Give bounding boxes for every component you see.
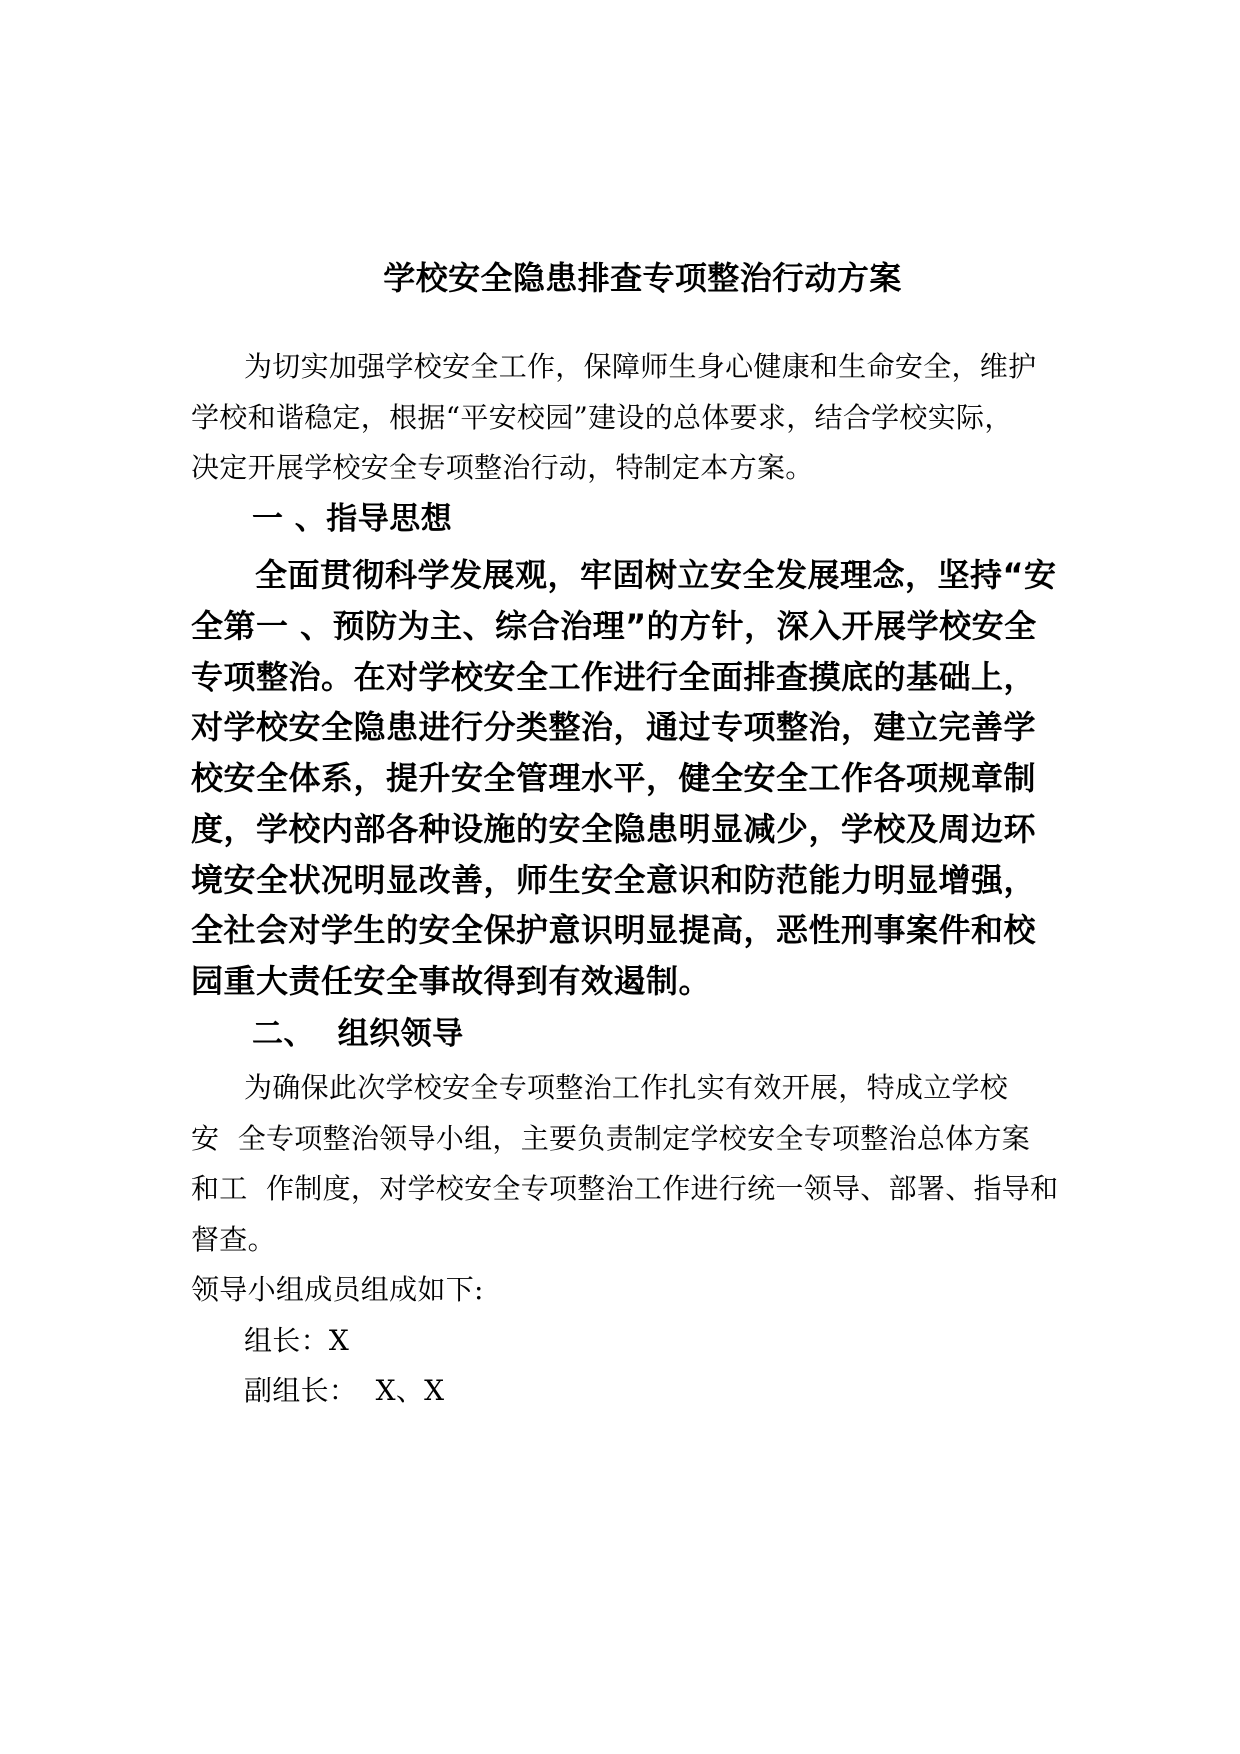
paragraph-line: 全面贯彻科学发展观，牢固树立安全发展理念，坚持“安 xyxy=(255,556,1057,594)
paragraph-line: 和工 作制度，对学校安全专项整治工作进行统一领导、部署、指导和 xyxy=(191,1172,1059,1206)
paragraph-line: 为确保此次学校安全专项整治工作扎实有效开展，特成立学校 xyxy=(244,1071,1009,1105)
section-heading-guiding-ideology: 一 、指导思想 xyxy=(252,500,453,537)
paragraph-line: 学校和谐稳定，根据“平安校园”建设的总体要求，结合学校实际， xyxy=(191,400,1013,434)
paragraph-line: 全社会对学生的安全保护意识明显提高，恶性刑事案件和校 xyxy=(191,911,1037,950)
organization-paragraph xyxy=(191,1063,1059,1265)
paragraph-line: 为切实加强学校安全工作，保障师生身心健康和生命安全，维护 xyxy=(244,350,1037,383)
section-heading-organization-leadership: 二、 组织领导 xyxy=(252,1015,464,1052)
document-body xyxy=(191,253,1059,1417)
paragraph-line: 园重大责任安全事故得到有效遏制。 xyxy=(191,962,712,1000)
intro-paragraph xyxy=(191,342,1050,494)
paragraph-line: 督查。 xyxy=(191,1222,276,1256)
leader-line: 组长：X xyxy=(244,1323,350,1357)
paragraph-line: 度，学校内部各种设施的安全隐患明显减少，学校及周边环 xyxy=(191,809,1037,848)
paragraph-line: 境安全状况明显改善，师生安全意识和防范能力明显增强， xyxy=(191,860,1037,899)
document-title: 学校安全隐患排查专项整治行动方案 xyxy=(383,259,902,297)
paragraph-line: 对学校安全隐患进行分类整治，通过专项整治，建立完善学 xyxy=(191,708,1037,747)
paragraph-line: 安 全专项整治领导小组，主要负责制定学校安全专项整治总体方案 xyxy=(191,1121,1031,1155)
paragraph-line: 校安全体系，提升安全管理水平，健全安全工作各项规章制 xyxy=(191,759,1037,797)
paragraph-line: 决定开展学校安全专项整治行动，特制定本方案。 xyxy=(191,451,814,484)
paragraph-line: 专项整治。在对学校安全工作进行全面排查摸底的基础上， xyxy=(191,657,1037,696)
paragraph-line: 全第一 、预防为主、综合治理”的方针，深入开展学校安全 xyxy=(191,606,1037,645)
guiding-ideology-paragraph xyxy=(191,550,1057,1007)
deputy-leader-line: 副组长： X、X xyxy=(244,1374,445,1408)
members-intro: 领导小组成员组成如下: xyxy=(191,1273,484,1307)
